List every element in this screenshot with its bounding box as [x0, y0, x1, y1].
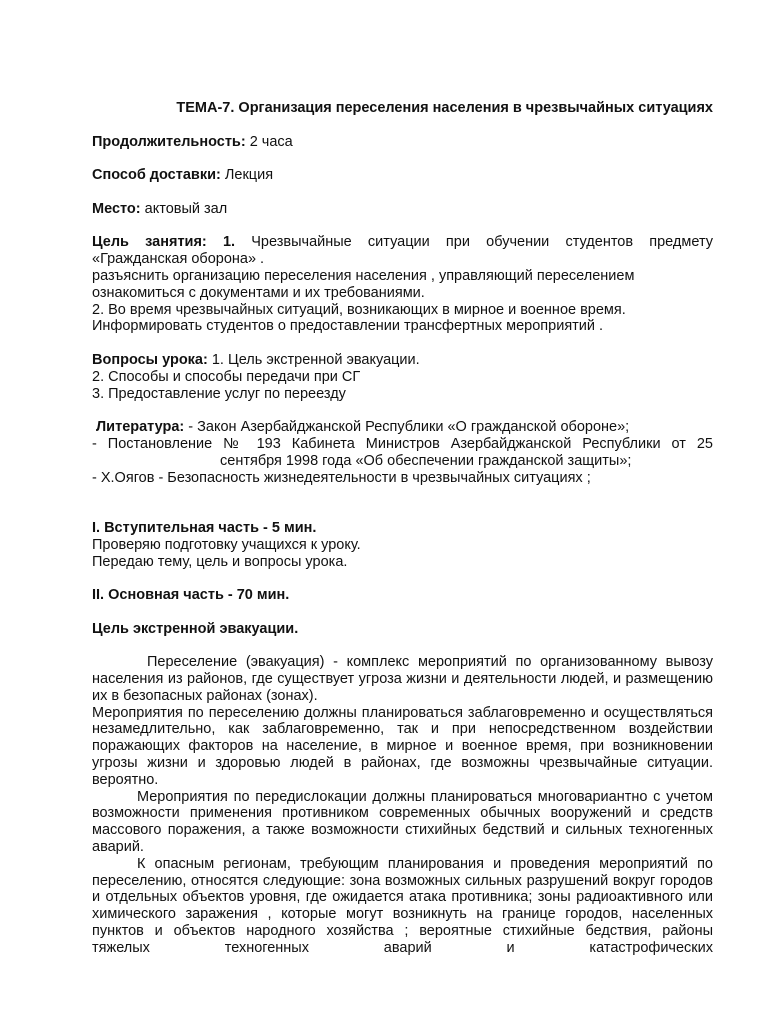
literature-item-3: - Х.Оягов - Безопасность жизнедеятельности в чрезвычайных ситуациях ;	[92, 469, 591, 486]
literature-section	[92, 419, 713, 486]
place-value: актовый зал	[144, 200, 228, 217]
intro-line-2: Передаю тему, цель и вопросы урока.	[92, 553, 348, 570]
question-item-1	[92, 352, 713, 369]
goal-line-4: Информировать студентов о предоставлении трансфертных мероприятий .	[92, 318, 604, 335]
delivery-line	[92, 167, 713, 184]
questions-section	[92, 352, 713, 402]
goal-line-3: 2. Во время чрезвычайных ситуаций, возникающих в мирное и военное время.	[92, 301, 626, 318]
questions-label: Вопросы урока:	[92, 351, 208, 368]
goal-line-2: разъяснить организацию переселения населения , управляющий переселением ознакомиться с документами и их требованиями.	[92, 267, 635, 301]
literature-text-1: - Закон Азербайджанской Республики «О гражданской обороне»;	[188, 419, 630, 436]
main-part-heading: II. Основная часть - 70 мин.	[92, 587, 290, 604]
literature-item-2a: - Постановление № 193 Кабинета Министров Азербайджанской Республики от 25	[92, 435, 713, 452]
evacuation-paragraph-3: Мероприятия по передислокации должны планироваться многовариантно с учетом возможности применения противником современных обычных вооружений и средств массового поражения, а также возможности стихийных бедствий и сильных техногенных аварий.	[92, 788, 713, 856]
intro-section	[92, 520, 713, 570]
intro-heading: I. Вступительная часть - 5 мин.	[92, 519, 317, 536]
literature-item-2b	[92, 453, 713, 470]
evacuation-paragraph-1: Переселение (эвакуация) - комплекс мероприятий по организованному вывозу населения из районов, где существует угроза жизни и деятельности людей, и размещению их в безопасных районах (зонах).	[92, 654, 713, 704]
literature-text-2b: сентября 1998 года «Об обеспечении гражданской защиты»;	[220, 452, 632, 469]
evacuation-paragraph-4: К опасным регионам, требующим планирования и проведения мероприятий по переселению, относятся следующие: зона возможных сильных разрушений вокруг городов и отдельных объектов уровня, где ожидается атака противника; зоны радиоактивного или химического заражения , которые могут возникнуть на границе городов, населенных пунктов и объектов народного хозяйства ; вероятные стихийные бедствия, районы тяжелых техногенных аварий и катастрофических	[92, 855, 713, 956]
evacuation-paragraph-2: Мероприятия по переселению должны планироваться заблаговременно и осуществляться незамедлительно, как заблаговременно, так и при непосредственном воздействии поражающих факторов на население, в мирное и военное время, при возникновении угрозы жизни и здоровью людей в районах, где возможны чрезвычайные ситуации. вероятно.	[92, 704, 713, 788]
question-item-3: 3. Предоставление услуг по переезду	[92, 385, 346, 402]
place-label: Место:	[92, 200, 141, 217]
duration-value: 2 часа	[249, 133, 293, 150]
goal-label: Цель занятия: 1.	[92, 234, 236, 251]
duration-label: Продолжительность:	[92, 133, 246, 150]
place-line	[92, 201, 713, 218]
intro-line-1: Проверяю подготовку учащихся к уроку.	[92, 536, 361, 553]
goal-section	[92, 234, 713, 335]
document-title: ТЕМА-7. Организация переселения населения в чрезвычайных ситуациях	[176, 100, 713, 116]
question-item-2: 2. Способы и способы передачи при СГ	[92, 368, 361, 385]
evacuation-heading: Цель экстренной эвакуации.	[92, 620, 299, 637]
goal-line-1	[92, 234, 713, 268]
question-text-1: 1. Цель экстренной эвакуации.	[211, 351, 420, 368]
delivery-label: Способ доставки:	[92, 167, 221, 184]
literature-label: Литература:	[96, 419, 185, 436]
literature-item-1	[92, 419, 713, 436]
delivery-value: Лекция	[224, 167, 274, 184]
duration-line	[92, 134, 713, 151]
document-body	[92, 100, 713, 957]
goal-text-1: Чрезвычайные ситуации при обучении студентов предмету «Гражданская оборона» .	[92, 234, 713, 268]
